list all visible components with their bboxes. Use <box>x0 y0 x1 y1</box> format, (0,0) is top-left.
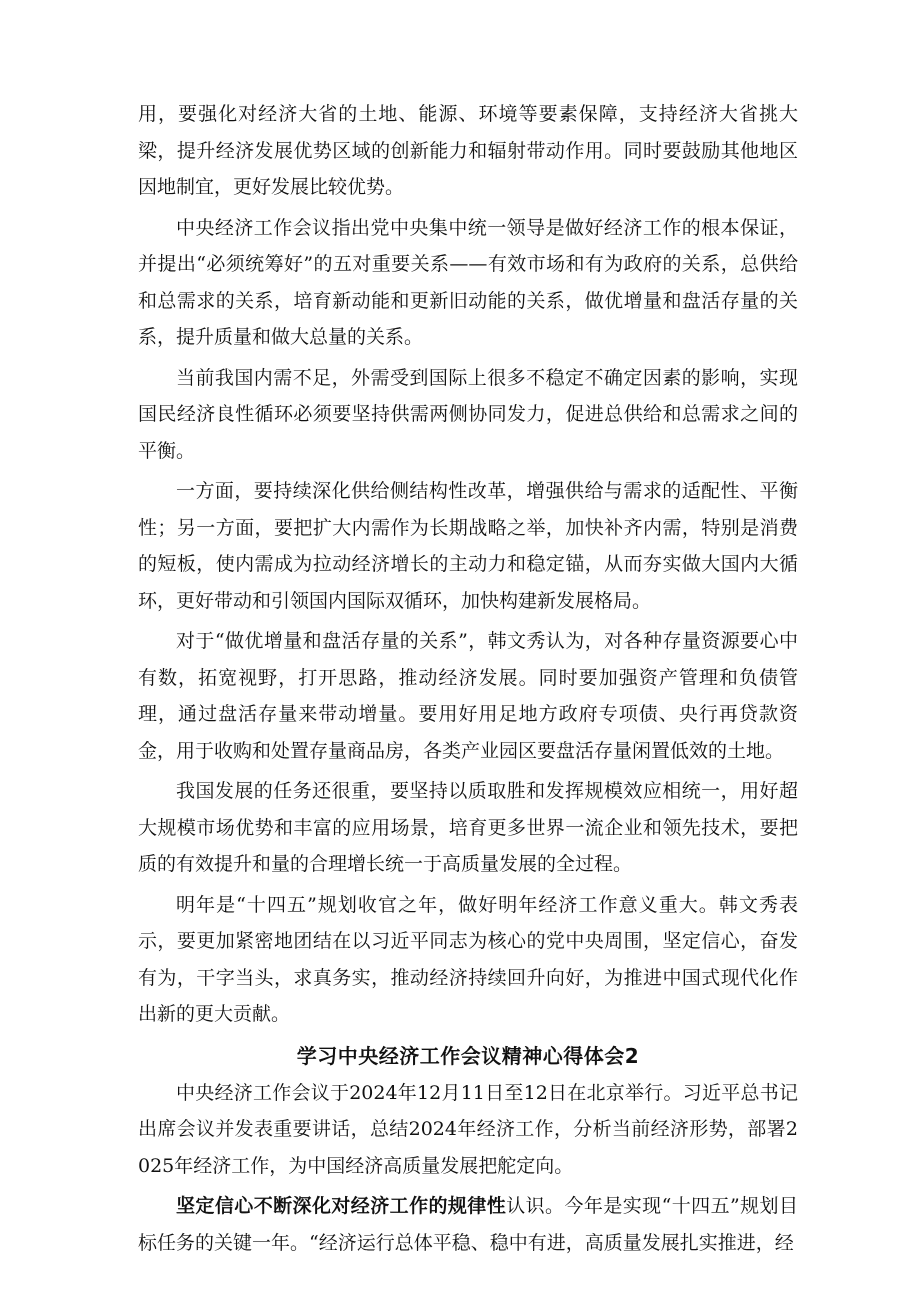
paragraph-2: 中央经济工作会议指出党中央集中统一领导是做好经济工作的根本保证，并提出“必须统筹好”的五对重要关系——有效市场和有为政府的关系，总供给和总需求的关系，培育新动能和更新旧动能的关系，做优增量和盘活存量的关系，提升质量和做大总量的关系。 <box>138 216 798 348</box>
paragraph-8: 中央经济工作会议于2024年12月11日至12日在北京举行。习近平总书记出席会议并发表重要讲话，总结2024年经济工作，分析当前经济形势，部署2025年经济工作，为中国经济高质量发展把舵定向。 <box>138 1081 798 1177</box>
paragraph-9-text: 认识。今年是实现“十四五”规划目标任务的关键一年。“经济运行总体平稳、稳中有进，高质量发展扎实推进，经 <box>138 1195 798 1254</box>
paragraph-6: 我国发展的任务还很重，要坚持以质取胜和发挥规模效应相统一，用好超大规模市场优势和丰富的应用场景，培育更多世界一流企业和领先技术，要把质的有效提升和量的合理增长统一于高质量发展的全过程。 <box>138 780 798 875</box>
paragraph-7: 明年是“十四五”规划收官之年，做好明年经济工作意义重大。韩文秀表示，要更加紧密地团结在以习近平同志为核心的党中央周围，坚定信心，奋发有为，干字当头，求真务实，推动经济持续回升向好，为推进中国式现代化作出新的更大贡献。 <box>138 893 798 1025</box>
paragraph-5: 对于“做优增量和盘活存量的关系”，韩文秀认为，对各种存量资源要心中有数，拓宽视野，打开思路，推动经济发展。同时要加强资产管理和负债管理，通过盘活存量来带动增量。要用好用足地方政府专项债、央行再贷款资金，用于收购和处置存量商品房，各类产业园区要盘活存量闲置低效的土地。 <box>138 630 798 762</box>
paragraph-9-bold-lead: 坚定信心不断深化对经济工作的规律性 <box>176 1195 507 1217</box>
document-page <box>138 96 798 1265</box>
section-heading: 学习中央经济工作会议精神心得体会2 <box>296 1043 640 1068</box>
paragraph-3: 当前我国内需不足，外需受到国际上很多不稳定不确定因素的影响，实现国民经济良性循环必须要坚持供需两侧协同发力，促进总供给和总需求之间的平衡。 <box>138 366 798 462</box>
paragraph-1: 用，要强化对经济大省的土地、能源、环境等要素保障，支持经济大省挑大梁，提升经济发展优势区域的创新能力和辐射带动作用。同时要鼓励其他地区因地制宜，更好发展比较优势。 <box>138 103 798 198</box>
paragraph-9 <box>138 1188 798 1261</box>
paragraph-4: 一方面，要持续深化供给侧结构性改革，增强供给与需求的适配性、平衡性；另一方面，要把扩大内需作为长期战略之举，加快补齐内需，特别是消费的短板，使内需成为拉动经济增长的主动力和稳定锚，从而夯实做大国内大循环，更好带动和引领国内国际双循环，加快构建新发展格局。 <box>138 480 798 612</box>
